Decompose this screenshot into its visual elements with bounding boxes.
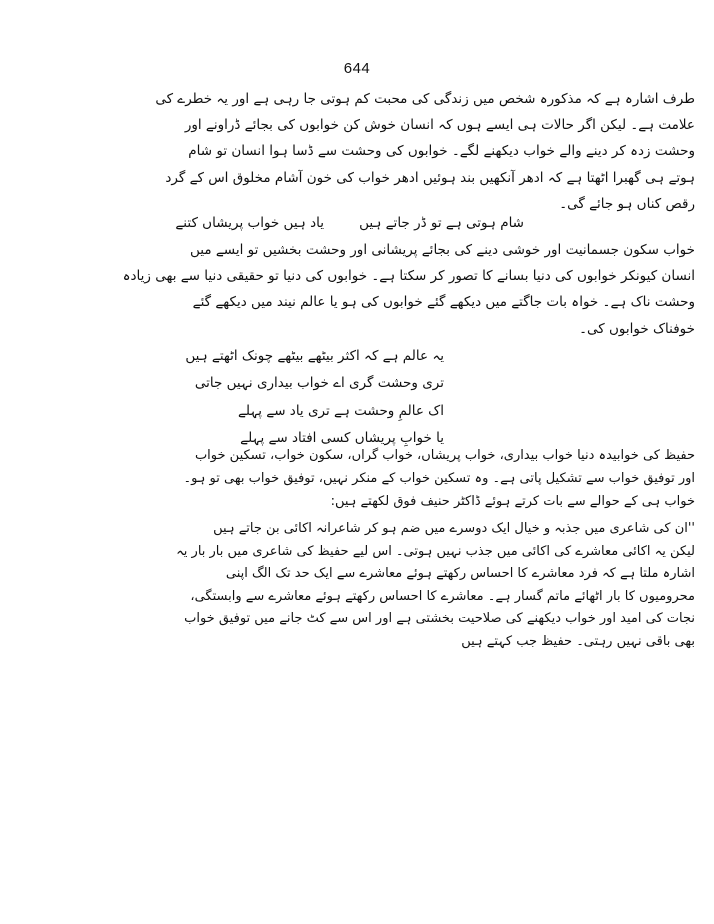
text-line: حفیظ کی خوابیدہ دنیا خواب بیداری، خواب پریشاں، خواب گراں، سکون خواب، تسکین خواب [194, 448, 695, 463]
paragraph-3 [183, 444, 695, 513]
text-line: نجات کی امید اور خواب دیکھنے کی صلاحیت بخشتی ہے اور اس سے کٹ جانے میں توفیق خواب [184, 611, 695, 626]
couplet-first-hemistich: یاد ہیں خواب پریشاں کتنے [175, 215, 324, 231]
page-number: 644 [343, 60, 371, 77]
text-line: ہوتے ہی گھبرا اٹھتا ہے کہ ادھر آنکھیں بند ہوئیں ادھر خواب کی خون آشام مخلوق اس کے گرد [165, 169, 695, 186]
text-line: وحشت زدہ کر دینے والے خواب دیکھنے لگے۔ خوابوں کی وحشت سے ڈسا ہوا انسان تو شام [188, 143, 695, 160]
text-line: علامت ہے۔ لیکن اگر حالات ہی ایسے ہوں کہ انسان خوش کن خوابوں کی بجائے ڈراونے اور [184, 117, 695, 134]
verse-line: یا خوابِ پریشاں کسی افتاد سے پہلے [240, 430, 444, 446]
verse-line: یہ عالم ہے کہ اکثر بیٹھے بیٹھے چونک اٹھتے ہیں [185, 348, 444, 364]
text-line: خوفناک خوابوں کی۔ [579, 320, 695, 337]
text-line: طرف اشارہ ہے کہ مذکورہ شخص میں زندگی کی محبت کم ہوتی جا رہی ہے اور یہ خطرے کی [155, 91, 695, 107]
text-line: اشارہ ملتا ہے کہ فرد معاشرے کا احساس رکھتے ہوئے معاشرے سے ایک حد تک الگ اپنی [225, 566, 695, 581]
text-line: بھی باقی نہیں رہتی۔ حفیظ جب کہتے ہیں [461, 633, 695, 649]
text-line: وحشت ناک ہے۔ خواہ بات جاگتے میں دیکھے گئے خوابوں کی ہو یا عالم نیند میں دیکھے گئے [192, 294, 695, 311]
paragraph-1 [155, 86, 695, 217]
text-line: ''ان کی شاعری میں جذبہ و خیال ایک دوسرے میں ضم ہو کر شاعرانہ اکائی بن جاتے ہیں [213, 521, 695, 536]
text-line: لیکن یہ اکائی معاشرے کی اکائی میں جذب نہیں ہوتی۔ اس لیے حفیظ کی شاعری میں بار بار یہ [176, 543, 695, 559]
verse-line: اک عالمِ وحشت ہے تری یاد سے پہلے [237, 403, 444, 419]
text-line: محرومیوں کا بار اٹھائے ماتم گسار ہے۔ معاشرے کا احساس رکھتے ہوئے معاشرے سے وابستگی، [190, 588, 695, 604]
text-line: انسان کیونکر خوابوں کی دنیا بسانے کا تصور کر سکتا ہے۔ خوابوں کی دنیا تو حقیقی دنیا سے بھی زیادہ [122, 268, 695, 285]
text-line: اور توفیق خواب سے تشکیل پاتی ہے۔ وہ تسکین خواب کے منکر نہیں، توفیق خواب بھی تو ہو۔ [183, 471, 695, 486]
verse-line: تری وحشت گری اے خواب بیداری نہیں جاتی [194, 375, 444, 391]
paragraph-2 [122, 237, 695, 342]
quotation [176, 518, 695, 653]
couplet-second-hemistich: شام ہوتی ہے تو ڈر جاتے ہیں [359, 215, 524, 231]
text-line: رقص کناں ہو جائے گی۔ [559, 195, 695, 212]
text-line: خواب ہی کے حوالے سے بات کرتے ہوئے ڈاکٹر حنیف فوق لکھتے ہیں: [330, 494, 695, 509]
text-line: خواب سکون جسمانیت اور خوشی دینے کی بجائے پریشانی اور وحشت بخشیں تو ایسے میں [190, 242, 695, 258]
